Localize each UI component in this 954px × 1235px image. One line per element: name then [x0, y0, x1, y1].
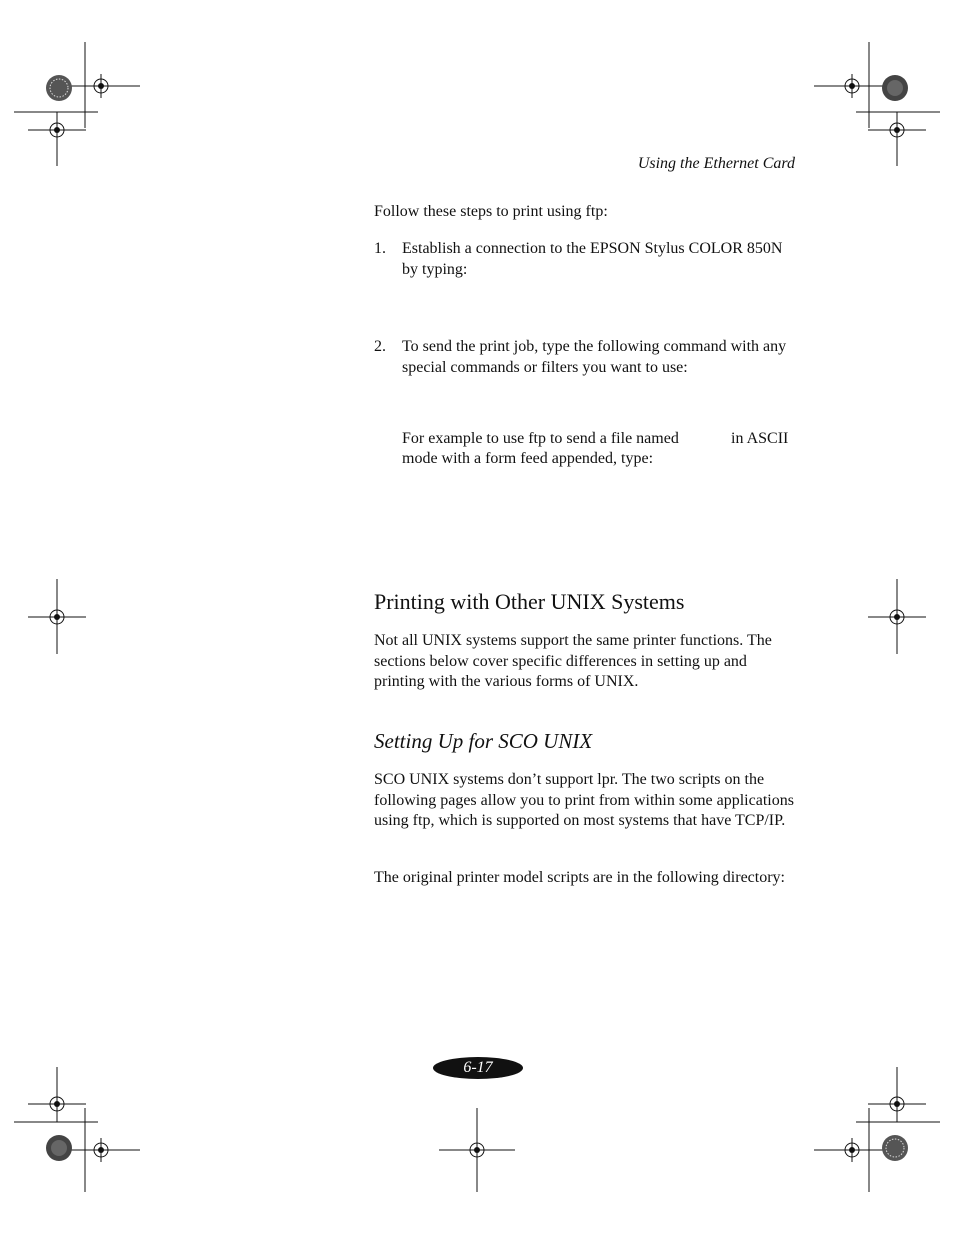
- intro-paragraph: Follow these steps to print using ftp:: [374, 203, 608, 220]
- example-text-line2: mode with a form feed appended, type:: [402, 450, 654, 467]
- example-text-start: For example to use ftp to send a file named: [402, 430, 679, 447]
- page-number: 6-17: [463, 1059, 493, 1076]
- subsection-heading: Setting Up for SCO UNIX: [374, 729, 593, 753]
- section-heading: Printing with Other UNIX Systems: [374, 589, 685, 614]
- directory-paragraph: The original printer model scripts are in the following directory:: [374, 869, 785, 886]
- step-text: Establish a connection to the EPSON Stylus COLOR 850N by typing:: [402, 240, 783, 278]
- page-number-badge: [433, 1057, 523, 1079]
- step-2: [374, 337, 798, 379]
- step-number: 2.: [374, 338, 386, 355]
- step-1: [374, 239, 798, 281]
- step-text: To send the print job, type the following command with any special commands or filters you want to use:: [402, 338, 787, 376]
- running-header: Using the Ethernet Card: [637, 155, 795, 172]
- subsection-paragraph: SCO UNIX systems don’t support lpr. The two scripts on the following pages allow you to print from within some applications using ftp, which is supported on most systems that have TCP/IP.: [374, 771, 794, 829]
- example-paragraph: [402, 429, 798, 471]
- section-paragraph: Not all UNIX systems support the same printer functions. The sections below cover specific differences in setting up and printing with the various forms of UNIX.: [374, 632, 772, 690]
- step-number: 1.: [374, 240, 386, 257]
- example-text-end: in ASCII: [731, 430, 789, 447]
